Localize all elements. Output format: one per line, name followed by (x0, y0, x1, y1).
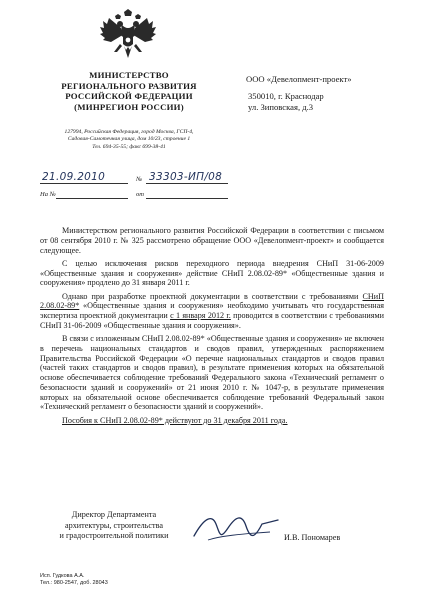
address-line: Садовая-Самотечная улица, дом 10/23, строение 1 (67, 136, 191, 143)
underlined-snip: СНиП 2.08.02-89* (40, 291, 384, 311)
reference-row (40, 191, 230, 205)
reference-from-label: от (136, 191, 144, 198)
position-line: Директор Департамента (71, 510, 157, 519)
signer-name: И.В. Пономарев (284, 533, 341, 542)
paragraph-3-text: проводится в соответствии с требованиями СНиП 31-06-2009 «Общественные здания и сооружения». (40, 311, 385, 330)
recipient-street: ул. Зиповская, д.3 (248, 102, 314, 112)
address-line: 127994, Российская Федерация, город Москва, ГСП-4, (64, 129, 194, 135)
paragraph-1: Министерством регионального развития Российской Федерации в соответствии с письмом от 08 сентября 2010 г. № 325 рассмотрено обращение ООО «Девелопмент-проект» и сообщается следующее. (40, 226, 384, 255)
paragraph-3-text: «Общественные здания и сооружения» необходимо учитывать что государственная экспертиза проектной документации (40, 301, 384, 320)
ministry-line: РОССИЙСКОЙ ФЕДЕРАЦИИ (65, 91, 193, 102)
recipient-city: 350010, г. Краснодар (248, 91, 324, 101)
ministry-header (40, 70, 218, 112)
signer-position (46, 510, 182, 542)
paragraph-3-text: Однако при разработке проектной документации в соответствии с требованиями (62, 291, 363, 301)
ministry-line: РЕГИОНАЛЬНОГО РАЗВИТИЯ (61, 80, 197, 91)
paragraph-5: Пособия к СНиП 2.08.02-89* действуют до 31 декабря 2011 года. (62, 415, 288, 425)
paragraph-4: В связи с изложенным СНиП 2.08.02-89* «Общественные здания и сооружения» не включен в перечень национальных стандартов и сводов правил, утвержденных распоряжением Правительства Российской Федерации «О перечне национальных стандартов и сводов правил (частей таких стандартов и сводов правил), в результате применения которых на обязательной основе обеспечивается соблюдение требований Федерального закона «Технический регламент о безопасности зданий и сооружений» от 21 июня 2010 г. № 1047-р, в результате применения которых на обязательной основе обеспечивается соблюдение требований Федеральный закон «Технический регламент о безопасности зданий и сооружений». (40, 334, 384, 412)
document-number: 33303-ИП/08 (149, 171, 223, 183)
paragraph-3 (40, 292, 384, 331)
address-line: Тел. 694-35-55; факс 699-38-41 (92, 143, 166, 150)
paragraph-2: С целью исключения рисков переходного периода внедрения СНиП 31-06-2009 «Общественные здания и сооружения» действие СНиП 2.08.02-89* «Общественные здания и сооружения» продлено до 31 января 2011 г. (40, 258, 384, 288)
document-date: 21.09.2010 (42, 171, 106, 183)
handwritten-signature-icon (190, 510, 282, 546)
executor-name: Исп. Гудкова А.А. (40, 573, 85, 579)
letter-body (40, 226, 384, 425)
executor-info (40, 573, 108, 587)
recipient-company: ООО «Девелопмент-проект» (246, 74, 352, 84)
coat-of-arms-emblem-icon (98, 8, 158, 70)
executor-phone: Тел.: 980-2547, доб. 28043 (40, 580, 108, 586)
position-line: архитектуры, строительства (64, 520, 164, 530)
document-date-number-row (40, 170, 230, 190)
recipient-block (246, 74, 406, 113)
underlined-date: с 1 января 2012 г. (170, 311, 231, 320)
ministry-line: (МИНРЕГИОН РОССИИ) (74, 101, 184, 112)
position-line: и градостроительной политики (59, 531, 169, 540)
reference-label: На № (40, 191, 56, 198)
number-label: № (136, 176, 143, 183)
ministry-address (34, 129, 224, 151)
ministry-line: МИНИСТЕРСТВО (89, 70, 169, 80)
